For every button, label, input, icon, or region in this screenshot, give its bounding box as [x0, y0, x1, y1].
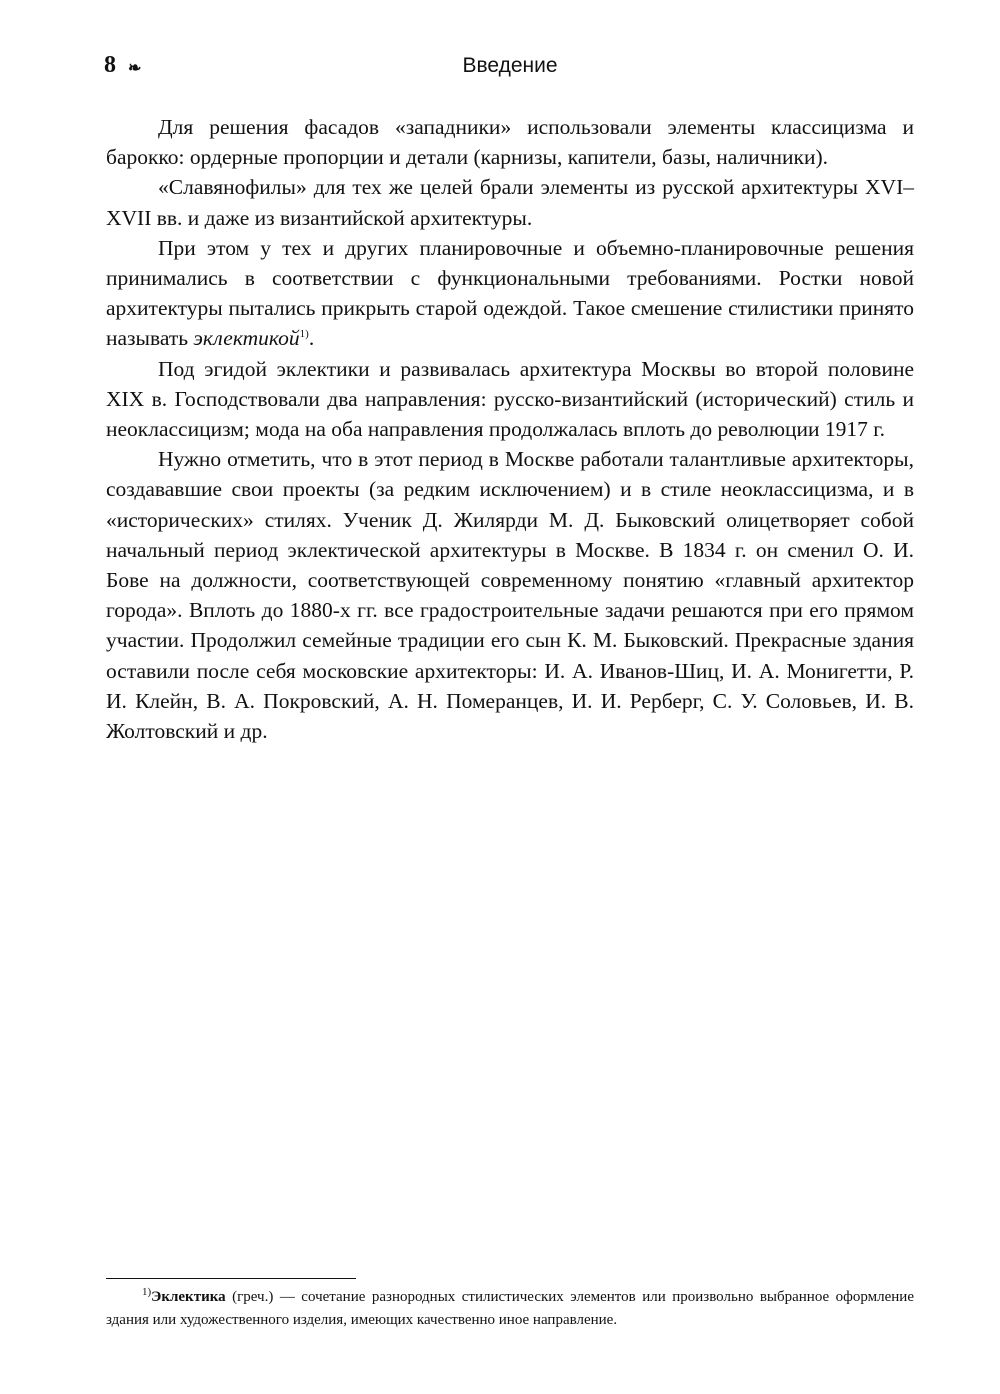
eclecticism-term: эклектикой	[193, 326, 300, 351]
footnote-text: (греч.) — сочетание разнородных стилистических элементов или произвольно выбранное оформление здания или художественного изделия, имеющих качественно иное направление.	[106, 1289, 914, 1328]
body-text	[106, 112, 914, 746]
paragraph-3	[106, 233, 914, 354]
page-number: 8	[104, 52, 116, 78]
paragraph-5: Нужно отметить, что в этот период в Москве работали талантливые архитекторы, создававшие свои проекты (за редким исключением) и в стиле неоклассицизма, и в «исторических» стилях. Ученик Д. Жилярди М. Д. Быковский олицетворяет собой начальный период эклектической архитектуры в Москве. В 1834 г. он сменил О. И. Бове на должности, соответствующей современному понятию «главный архитектор города». Вплоть до 1880-х гг. все градостроительные задачи решаются при его прямом участии. Продолжил семейные традиции его сын К. М. Быковский. Прекрасные здания оставили после себя московские архитекторы: И. А. Иванов-Шиц, И. А. Монигетти, Р. И. Клейн, В. А. Покровский, А. Н. Померанцев, И. И. Рерберг, С. У. Соловьев, И. В. Жолтовский и др.	[106, 447, 914, 744]
page-header	[104, 52, 916, 84]
footnote-marker: 1)	[142, 1286, 152, 1298]
paragraph-3-end: .	[308, 326, 315, 351]
footnote-divider	[106, 1278, 356, 1279]
running-title: Введение	[462, 54, 558, 77]
paragraph-1: Для решения фасадов «западники» использовали элементы классицизма и барокко: ордерные пропорции и детали (карнизы, капители, базы, наличники).	[106, 115, 914, 170]
paragraph-3-text: При этом у тех и других планировочные и объемно-планировочные решения принимались в соответствии с функциональными требованиями. Ростки новой архитектуры пытались прикрыть старой одеждой. Такое смешение стилистики принято называть	[106, 235, 914, 351]
paragraph-2: «Славянофилы» для тех же целей брали элементы из русской архитектуры XVI–XVII вв. и даже из византийской архитектуры.	[106, 175, 914, 230]
footnote-reference[interactable]: 1)	[299, 328, 309, 341]
paragraph-4: Под эгидой эклектики и развивалась архитектура Москвы во второй половине XIX в. Господствовали два направления: русско-византийский (исторический) стиль и неоклассицизм; мода на оба направления продолжалась вплоть до революции 1917 г.	[106, 356, 914, 442]
footnote-term: Эклектика	[151, 1289, 226, 1305]
footnote	[106, 1286, 914, 1331]
leaf-ornament-icon: ❧	[128, 60, 142, 77]
